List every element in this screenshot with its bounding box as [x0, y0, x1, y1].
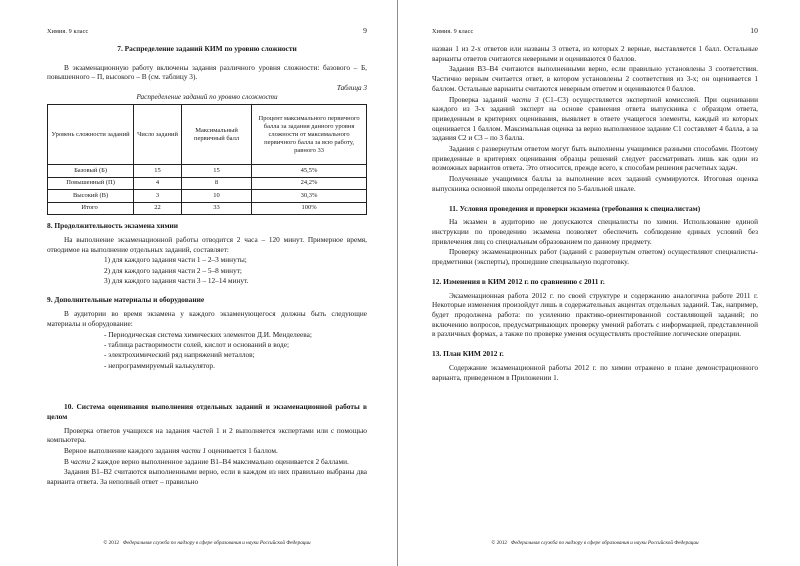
s10p3-pre: В: [64, 456, 71, 466]
continuation-paragraph-5: Полученные учащимися баллы за выполнение всех заданий суммируются. Итоговая оценка выпускника основной школы определяется по 5-балльной шкале.: [432, 174, 758, 193]
table-label: Таблица 3: [336, 84, 367, 93]
table-header-row: [48, 105, 367, 165]
heading-section-12: 12. Изменения в КИМ 2012 г. по сравнению с 2011 г.: [432, 276, 605, 286]
table-row: [48, 177, 367, 190]
cell-percent: 100%: [252, 202, 367, 215]
section9-materials-list: [47, 330, 367, 371]
section10-paragraph-1: Проверка ответов учащихся на задания частей 1 и 2 выполняется экспертами или с помощью компьютера.: [47, 425, 367, 445]
footer-left: [47, 540, 367, 546]
running-head-right: [432, 26, 758, 35]
heading-section-7: 7. Распределение заданий КИМ по уровню сложности: [117, 44, 297, 53]
section11-paragraph-2: Проверку экзаменационных работ (заданий с развернутым ответом) осуществляют специалисты-предметники (эксперты), прошедшие специальную подготовку.: [432, 247, 758, 267]
cell-count: 3: [134, 190, 182, 203]
heading-section-11: 11. Условия проведения и проверки экзамена (требования к специалистам): [449, 203, 701, 213]
s10p2-post: оценивается 1 баллом.: [206, 445, 278, 455]
col-header-maxscore: Максимальный первичный балл: [181, 105, 251, 165]
table-row: [48, 165, 367, 178]
section12-paragraph-1: Экзаменационная работа 2012 г. по своей структуре и содержанию аналогична работе 2011 г. Некоторые изменения произойдут лишь в содержательных акцентах отдельных заданий. Так, например, будет продолжена работа: по усилению практико-ориентированной составляющей заданий; по включению вопросов, предусматривающих проверку умений работать с информацией, представленной в различных формах, а также по проверке умения осуществлять простейшие логические операции.: [432, 290, 758, 339]
section10-paragraph-2: [47, 446, 367, 456]
col-header-count: Число заданий: [134, 105, 182, 165]
list-item: - Периодическая система химических элементов Д.И. Менделеева;: [104, 329, 312, 339]
col-header-level: Уровень сложности заданий: [48, 105, 134, 165]
cell-level: Базовый (Б): [48, 165, 134, 178]
cell-level: Итого: [48, 202, 134, 215]
running-head-title: Химия. 9 класс: [432, 28, 474, 35]
heading-section-8: 8. Продолжительность экзамена химии: [47, 221, 179, 231]
page-left: [0, 0, 398, 566]
cell-count: 4: [134, 177, 182, 190]
col-header-percent: Процент максимального первичного балла за задания данного уровня сложности от максимального первичного балла за всю работу, равного 33: [252, 105, 367, 165]
c3-post: (С1–С3) осуществляется экспертной комиссией. При оценивании каждого из 3-х заданий эксперт на основе сравнения ответа выпускника с образцом ответа, приведенным в критериях оценивания, выявляет в ответе учащегося элементы, каждый из которых оценивается 1 баллом. Максимальная оценка за верно выполненное задание С1 составляет 4 балла, а за задания С2 и С3 – по 3 балла.: [432, 94, 758, 143]
cell-maxscore: 8: [181, 177, 251, 190]
s10p3-italic: части 2: [70, 456, 96, 466]
cell-count: 22: [134, 202, 182, 215]
heading-section-13: 13. План КИМ 2012 г.: [432, 349, 504, 359]
running-head-title: Химия. 9 класс: [47, 28, 89, 35]
continuation-paragraph-4: Задания с развернутым ответом могут быть выполнены учащимися разными способами. Поэтому приведенные в критериях оценивания образцы решений следует рассматривать лишь как один из возможных вариантов ответа. Это относится, прежде всего, к способам решения расчетных задач.: [432, 144, 758, 173]
s10p2-pre: Верное выполнение каждого задания: [64, 445, 182, 455]
footer-organization: Федеральная служба по надзору в сфере образования и науки Российской Федерации: [122, 540, 311, 546]
continuation-paragraph-3: [432, 95, 758, 144]
difficulty-distribution-table: [47, 104, 367, 215]
cell-maxscore: 33: [181, 202, 251, 215]
list-item: - таблица растворимости солей, кислот и оснований в воде;: [104, 339, 290, 349]
list-item: 1) для каждого задания части 1 – 2–3 минуты;: [104, 255, 247, 265]
page-right: [398, 0, 800, 566]
footer-organization: Федеральная служба по надзору в сфере образования и науки Российской Федерации: [510, 540, 699, 546]
section9-paragraph: В аудитории во время экзамена у каждого экзаменующегося должны быть следующие материалы и оборудование:: [47, 309, 367, 328]
continuation-paragraph-2: Задания В3–В4 считаются выполненными верно, если правильно установлены 3 соответствия. Частично верным считается ответ, в котором установлены 2 соответствия из 3-х; он оценивается 1 баллом. Остальные варианты считаются неверным ответом и оцениваются 0 баллов.: [432, 64, 758, 93]
table-row: [48, 190, 367, 203]
cell-count: 15: [134, 165, 182, 178]
section7-intro: В экзаменационную работу включены задания различного уровня сложности: базового – Б, повышенного – П, высокого – В (см. таблицу 3).: [47, 62, 367, 82]
table-caption: Распределение заданий по уровню сложности: [136, 93, 278, 102]
continuation-paragraph-1: назван 1 из 2-х ответов или названы 3 ответа, из которых 2 верные, выставляется 1 балл. Остальные варианты ответов считаются неверными и оцениваются 0 баллов.: [432, 44, 758, 63]
heading-section-9: 9. Дополнительные материалы и оборудование: [47, 295, 205, 305]
page-number-right: 10: [750, 26, 758, 35]
heading-section-10: 10. Система оценивания выполнения отдельных заданий и экзаменационной работы в целом: [47, 402, 367, 421]
list-item: 3) для каждого задания части 3 – 12–14 минут.: [104, 276, 249, 286]
cell-level: Повышенный (П): [48, 177, 134, 190]
section11-paragraph-1: На экзамен в аудиторию не допускаются специалисты по химии. Использование единой инструкции по проведению экзамена позволяет обеспечить соблюдение единых условий без привлечения лиц со специальным образованием по данному предмету.: [432, 217, 758, 246]
section10-paragraph-3: [47, 457, 367, 467]
cell-percent: 45,5%: [252, 165, 367, 178]
cell-maxscore: 10: [181, 190, 251, 203]
s10p2-italic: части 1: [181, 445, 207, 455]
running-head-left: [47, 26, 367, 35]
footer-year: © 2012: [491, 540, 508, 546]
c3-pre: Проверка заданий: [449, 94, 512, 104]
footer-year: © 2012: [103, 540, 120, 546]
c3-italic: части 3: [511, 94, 539, 104]
cell-percent: 24,2%: [252, 177, 367, 190]
footer-right: [432, 540, 758, 546]
section13-paragraph-1: Содержание экзаменационной работы 2012 г. по химии отражено в плане демонстрационного варианта, приведенном в Приложении 1.: [432, 362, 758, 382]
table-row-total: [48, 202, 367, 215]
list-item: - электрохимический ряд напряжений металлов;: [104, 350, 255, 360]
page-number-left: 9: [363, 26, 367, 35]
cell-maxscore: 15: [181, 165, 251, 178]
cell-level: Высокий (В): [48, 190, 134, 203]
section8-paragraph: На выполнение экзаменационной работы отводится 2 часа – 120 минут. Примерное время, отводимое на выполнение отдельных заданий, составляет:: [47, 234, 367, 254]
cell-percent: 30,3%: [252, 190, 367, 203]
list-item: - непрограммируемый калькулятор.: [104, 360, 215, 370]
section10-paragraph-4: Задания В1–В2 считаются выполненными верно, если в каждом из них правильно выбраны два варианта ответа. За неполный ответ – правильно: [47, 467, 367, 487]
section8-time-list: [47, 255, 367, 286]
s10p3-post: каждое верно выполненное задание В1–В4 максимально оценивается 2 баллами.: [95, 456, 349, 466]
list-item: 2) для каждого задания части 2 – 5–8 минут;: [104, 265, 242, 275]
